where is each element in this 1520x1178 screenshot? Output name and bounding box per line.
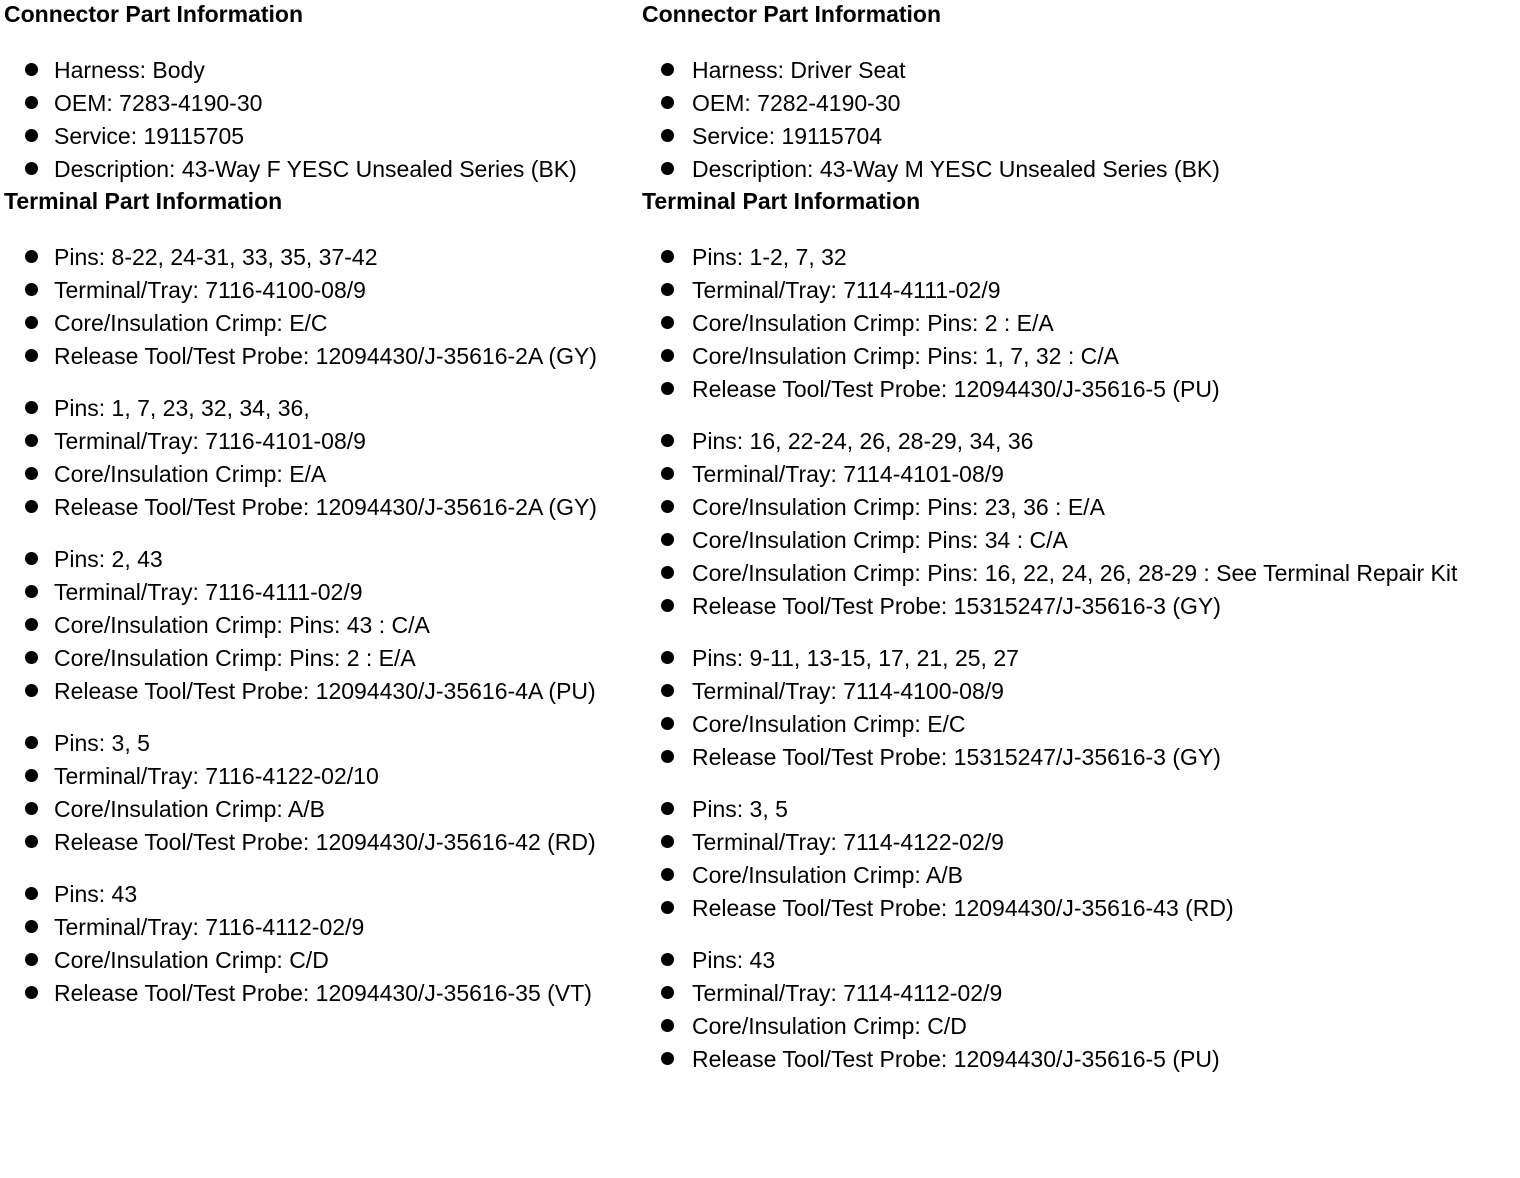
bullet-icon [25, 467, 38, 480]
list-item-text: Terminal/Tray: 7114-4111-02/9 [692, 277, 1001, 303]
list-item-text: Terminal/Tray: 7114-4112-02/9 [692, 980, 1003, 1006]
list-item-text: Terminal/Tray: 7116-4122-02/10 [54, 763, 379, 789]
list-item-text: Pins: 9-11, 13-15, 17, 21, 25, 27 [692, 645, 1019, 671]
list-item-text: Terminal/Tray: 7114-4101-08/9 [692, 461, 1004, 487]
list-item-text: Release Tool/Test Probe: 12094430/J-35616-2A (GY) [54, 494, 597, 520]
bullet-icon [25, 953, 38, 966]
right-terminal-heading: Terminal Part Information [642, 188, 921, 214]
bullet-icon [661, 1019, 674, 1032]
terminal-group [642, 643, 1512, 772]
list-item-text: Core/Insulation Crimp: Pins: 1, 7, 32 : C/A [692, 343, 1119, 369]
list-item-text: Pins: 3, 5 [692, 796, 788, 822]
left-terminal-heading: Terminal Part Information [4, 188, 283, 214]
left-terminal-groups [4, 242, 636, 1008]
list-item-text: Release Tool/Test Probe: 12094430/J-35616-2A (GY) [54, 343, 597, 369]
list-item-text: Pins: 8-22, 24-31, 33, 35, 37-42 [54, 244, 378, 270]
list-item [4, 728, 636, 758]
bullet-icon [25, 63, 38, 76]
bullet-icon [25, 887, 38, 900]
list-item-text: Pins: 1-2, 7, 32 [692, 244, 847, 270]
bullet-icon [661, 835, 674, 848]
list-item-text: Core/Insulation Crimp: C/D [692, 1013, 967, 1039]
terminal-group [642, 794, 1512, 923]
list-item-text: Core/Insulation Crimp: Pins: 34 : C/A [692, 527, 1068, 553]
terminal-group [642, 945, 1512, 1074]
list-item [4, 121, 636, 151]
bullet-icon [661, 901, 674, 914]
list-item-text: Pins: 2, 43 [54, 546, 163, 572]
bullet-icon [661, 63, 674, 76]
list-item-text: Description: 43-Way F YESC Unsealed Series (BK) [54, 156, 577, 182]
list-item [4, 393, 636, 423]
list-item-text: Core/Insulation Crimp: E/C [692, 711, 966, 737]
list-item-text: Release Tool/Test Probe: 12094430/J-35616-5 (PU) [692, 1046, 1220, 1072]
list-item [4, 676, 636, 706]
bullet-icon [25, 162, 38, 175]
list-item [4, 610, 636, 640]
list-item [642, 794, 1512, 824]
list-item [642, 709, 1512, 739]
list-item-text: Terminal/Tray: 7116-4100-08/9 [54, 277, 366, 303]
list-item-text: Pins: 3, 5 [54, 730, 150, 756]
bullet-icon [25, 401, 38, 414]
list-item-text: Core/Insulation Crimp: Pins: 23, 36 : E/A [692, 494, 1105, 520]
bullet-icon [661, 566, 674, 579]
terminal-group [4, 242, 636, 371]
bullet-icon [25, 920, 38, 933]
list-item [4, 275, 636, 305]
bullet-icon [25, 434, 38, 447]
list-item-text: Core/Insulation Crimp: A/B [692, 862, 964, 888]
list-item [4, 827, 636, 857]
list-item [642, 459, 1512, 489]
terminal-group [4, 728, 636, 857]
bullet-icon [661, 162, 674, 175]
bullet-icon [661, 750, 674, 763]
list-item [642, 1044, 1512, 1074]
list-item-text: Terminal/Tray: 7116-4101-08/9 [54, 428, 366, 454]
list-item [642, 742, 1512, 772]
bullet-icon [25, 684, 38, 697]
bullet-icon [661, 1052, 674, 1065]
list-item-text: Pins: 43 [54, 881, 138, 907]
list-item [642, 154, 1512, 184]
list-item-text: Pins: 16, 22-24, 26, 28-29, 34, 36 [692, 428, 1034, 454]
list-item [4, 794, 636, 824]
list-item-text: Core/Insulation Crimp: E/C [54, 310, 328, 336]
bullet-icon [661, 316, 674, 329]
list-item [642, 978, 1512, 1008]
list-item [4, 426, 636, 456]
list-item-text: Harness: Driver Seat [692, 57, 906, 83]
list-item-text: Terminal/Tray: 7114-4100-08/9 [692, 678, 1004, 704]
list-item-text: Release Tool/Test Probe: 12094430/J-35616-4A (PU) [54, 678, 596, 704]
list-item [642, 308, 1512, 338]
bullet-icon [25, 585, 38, 598]
bullet-icon [661, 684, 674, 697]
list-item-text: Pins: 1, 7, 23, 32, 34, 36, [54, 395, 310, 421]
list-item [4, 88, 636, 118]
list-item [4, 308, 636, 338]
bullet-icon [25, 736, 38, 749]
list-item [642, 55, 1512, 85]
left-connector-heading: Connector Part Information [4, 1, 304, 27]
bullet-icon [661, 500, 674, 513]
list-item [642, 893, 1512, 923]
list-item [4, 154, 636, 184]
list-item [4, 341, 636, 371]
bullet-icon [25, 835, 38, 848]
list-item [642, 242, 1512, 272]
bullet-icon [661, 533, 674, 546]
list-item-text: Release Tool/Test Probe: 12094430/J-35616-35 (VT) [54, 980, 592, 1006]
list-item-text: Core/Insulation Crimp: Pins: 2 : E/A [54, 645, 416, 671]
list-item [642, 275, 1512, 305]
bullet-icon [25, 651, 38, 664]
list-item [4, 492, 636, 522]
bullet-icon [25, 552, 38, 565]
list-item-text: Core/Insulation Crimp: Pins: 43 : C/A [54, 612, 430, 638]
left-column [4, 0, 636, 1008]
list-item-text: OEM: 7283-4190-30 [54, 90, 263, 116]
bullet-icon [661, 382, 674, 395]
terminal-group [4, 393, 636, 522]
list-item [4, 879, 636, 909]
list-item-text: Description: 43-Way M YESC Unsealed Series (BK) [692, 156, 1220, 182]
list-item-text: Terminal/Tray: 7114-4122-02/9 [692, 829, 1004, 855]
list-item [642, 558, 1512, 588]
list-item [642, 827, 1512, 857]
bullet-icon [661, 349, 674, 362]
list-item-text: Release Tool/Test Probe: 12094430/J-35616-42 (RD) [54, 829, 596, 855]
list-item-text: Release Tool/Test Probe: 15315247/J-35616-3 (GY) [692, 593, 1221, 619]
list-item [642, 492, 1512, 522]
right-column [642, 0, 1512, 1074]
list-item-text: Release Tool/Test Probe: 12094430/J-35616-5 (PU) [692, 376, 1220, 402]
list-item-text: Core/Insulation Crimp: C/D [54, 947, 329, 973]
right-connector-heading: Connector Part Information [642, 1, 942, 27]
list-item [4, 55, 636, 85]
bullet-icon [25, 500, 38, 513]
bullet-icon [661, 434, 674, 447]
terminal-group [642, 426, 1512, 621]
list-item [642, 341, 1512, 371]
list-item [4, 945, 636, 975]
bullet-icon [661, 283, 674, 296]
list-item [642, 945, 1512, 975]
list-item [4, 643, 636, 673]
bullet-icon [25, 802, 38, 815]
list-item [4, 978, 636, 1008]
bullet-icon [25, 618, 38, 631]
list-item [642, 525, 1512, 555]
list-item-text: Core/Insulation Crimp: E/A [54, 461, 327, 487]
list-item [642, 860, 1512, 890]
bullet-icon [25, 986, 38, 999]
list-item [642, 121, 1512, 151]
list-item-text: Service: 19115704 [692, 123, 883, 149]
list-item-text: Core/Insulation Crimp: Pins: 2 : E/A [692, 310, 1054, 336]
bullet-icon [25, 769, 38, 782]
list-item [642, 591, 1512, 621]
list-item-text: Pins: 43 [692, 947, 776, 973]
list-item [4, 912, 636, 942]
terminal-group [642, 242, 1512, 404]
bullet-icon [661, 868, 674, 881]
left-connector-list [4, 55, 636, 184]
list-item-text: Harness: Body [54, 57, 205, 83]
list-item [642, 643, 1512, 673]
list-item-text: Release Tool/Test Probe: 15315247/J-35616-3 (GY) [692, 744, 1221, 770]
right-connector-list [642, 55, 1512, 184]
list-item [4, 544, 636, 574]
bullet-icon [661, 129, 674, 142]
bullet-icon [25, 283, 38, 296]
bullet-icon [661, 599, 674, 612]
list-item-text: Service: 19115705 [54, 123, 245, 149]
list-item [642, 676, 1512, 706]
bullet-icon [661, 986, 674, 999]
list-item [4, 242, 636, 272]
list-item [642, 426, 1512, 456]
bullet-icon [25, 250, 38, 263]
bullet-icon [661, 802, 674, 815]
bullet-icon [25, 349, 38, 362]
list-item [4, 577, 636, 607]
list-item [642, 88, 1512, 118]
list-item-text: Terminal/Tray: 7116-4112-02/9 [54, 914, 365, 940]
list-item [642, 1011, 1512, 1041]
bullet-icon [661, 96, 674, 109]
right-terminal-groups [642, 242, 1512, 1074]
bullet-icon [25, 96, 38, 109]
list-item-text: Release Tool/Test Probe: 12094430/J-35616-43 (RD) [692, 895, 1234, 921]
terminal-group [4, 879, 636, 1008]
bullet-icon [25, 129, 38, 142]
bullet-icon [661, 651, 674, 664]
bullet-icon [661, 467, 674, 480]
list-item-text: OEM: 7282-4190-30 [692, 90, 901, 116]
bullet-icon [25, 316, 38, 329]
terminal-group [4, 544, 636, 706]
list-item-text: Core/Insulation Crimp: A/B [54, 796, 326, 822]
bullet-icon [661, 250, 674, 263]
list-item-text: Terminal/Tray: 7116-4111-02/9 [54, 579, 363, 605]
list-item [4, 761, 636, 791]
bullet-icon [661, 717, 674, 730]
list-item-text: Core/Insulation Crimp: Pins: 16, 22, 24, 26, 28-29 : See Terminal Repair Kit [692, 560, 1458, 586]
bullet-icon [661, 953, 674, 966]
list-item [4, 459, 636, 489]
list-item [642, 374, 1512, 404]
